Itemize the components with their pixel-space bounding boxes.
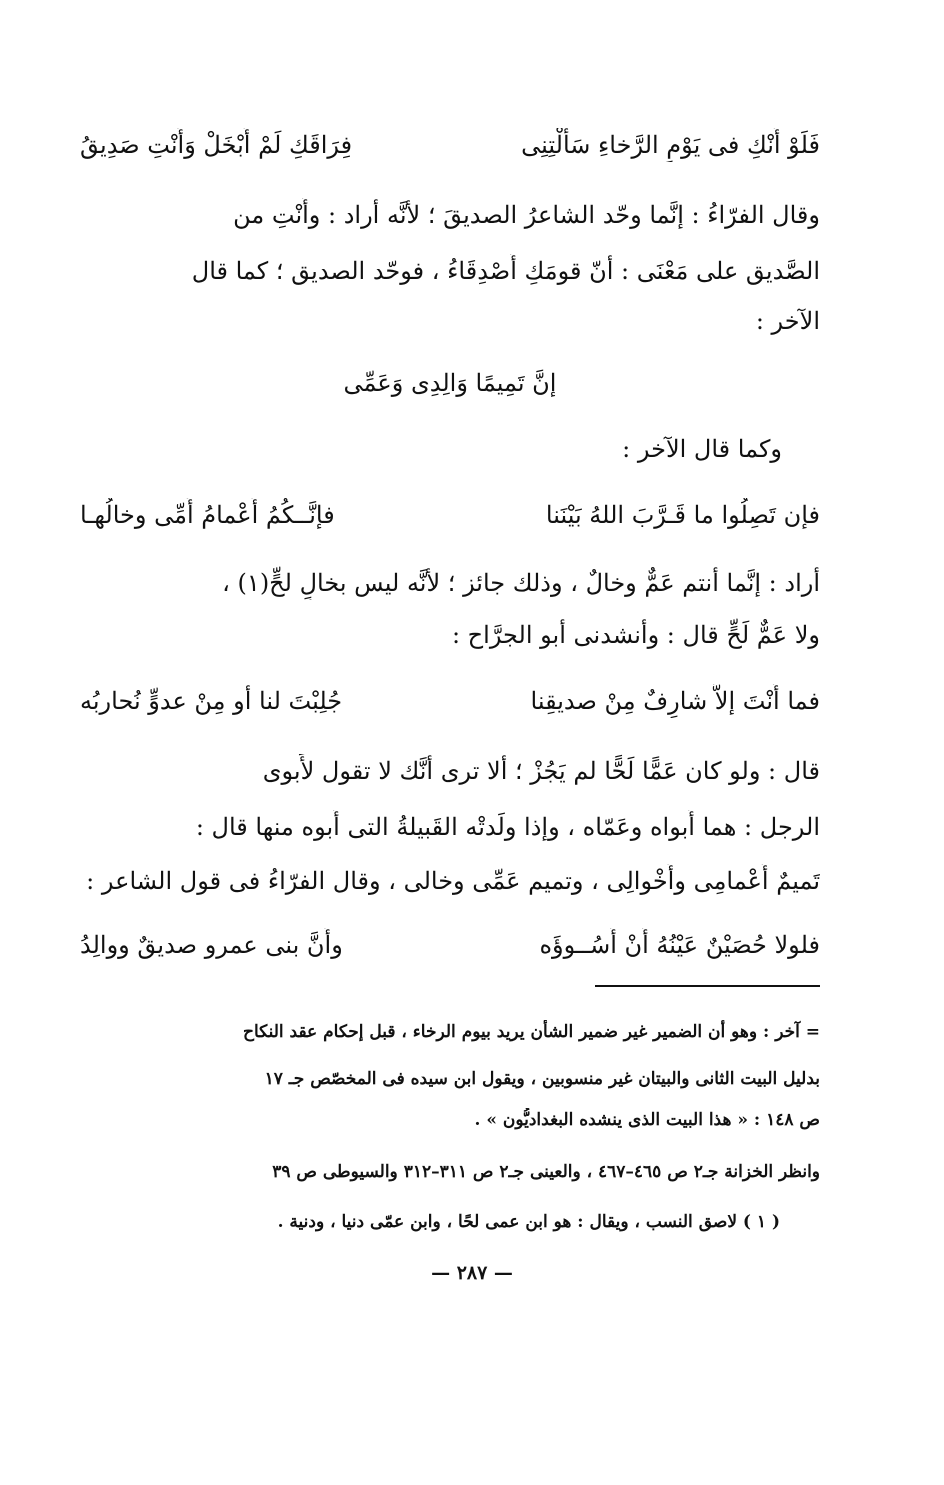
verse-1-first-hemistich: فَلَوْ أَنْكِ فى يَوْمِ الرَّخاءِ سَأَلْتِنِى: [521, 131, 820, 159]
paragraph-4-line-1: قال : ولو كان عَمًّا لَحًّا لم يَجُزْ ؛ ألا ترى أنَّك لا تقول لأَبوى: [262, 757, 820, 785]
footnote-separator: [595, 985, 820, 987]
footnote-line-3: ص ١٤٨ : « هذا البيت الذى ينشده البغداديُّون » .: [474, 1110, 820, 1130]
verse-3-first-hemistich: فإن تَصِلُوا ما قَـرَّبَ اللهُ بَيْنَنا: [545, 501, 820, 529]
verse-5: [80, 928, 820, 962]
footnote-line-1: = آخر : وهو أن الضمير غير ضمير الشأْن يريد بيوم الرخاء ، قبل إحكام عقد النكاح: [243, 1022, 820, 1042]
verse-4: [80, 684, 820, 718]
paragraph-3-line-1: أراد : إنَّما أنتم عَمٌّ وخالٌ ، وذلك جائز ؛ لأنَّه ليس بخالٍ لحٍّ(١) ،: [222, 569, 820, 597]
verse-3-second-hemistich: فإنَّــكُمُ أَعْمامُ أُمِّى وخالُهـا: [80, 501, 335, 529]
verse-4-second-hemistich: جُلِبْتَ لنا أو مِنْ عدوٍّ نُحاربُه: [80, 687, 343, 715]
verse-4-first-hemistich: فما أَنْتَ إلاَّ شارِفٌ مِنْ صديقِنا: [530, 687, 820, 715]
verse-1-second-hemistich: فِرَاقَكِ لَمْ أَبْخَلْ وَأَنْتِ صَدِيقُ: [80, 131, 353, 159]
verse-5-second-hemistich: وأَنَّ بنى عمرو صديقٌ ووالِدُ: [80, 931, 343, 959]
footnote-line-4: وانظر الخزانة جـ٢ ص ٤٦٥–٤٦٧ ، والعينى جـ٢ ص ٣١١–٣١٢ والسيوطى ص ٣٩: [272, 1162, 820, 1182]
paragraph-2: وكما قال الآخر :: [622, 435, 782, 463]
verse-1: [80, 128, 820, 162]
paragraph-3-line-2: ولا عَمٌّ لَحٍّ قال : وأنشدنى أبو الجرَّاح :: [451, 621, 820, 649]
paragraph-4-line-3: تَميمٌ أَعْمامِى وأَخْوالِى ، وتميم عَمِّى وخالى ، وقال الفرّاءُ فى قول الشاعر :: [86, 867, 820, 895]
paragraph-1-line-1: وقال الفرّاءُ : إنَّما وحّد الشاعرُ الصديقَ ؛ لأنَّه أراد : وأَنْتِ من: [233, 201, 820, 229]
verse-3: [80, 498, 820, 532]
paragraph-1-line-2: الصَّديق على مَعْنَى : أنّ قومَكِ أَصْدِقَاءُ ، فوحّد الصديق ؛ كما قال: [191, 257, 820, 285]
page-number: — ٢٨٧ —: [431, 1262, 513, 1284]
paragraph-1-line-3: الآخر :: [755, 307, 820, 335]
verse-2: إنَّ تَمِيمًا وَالِدِى وَعَمِّى: [343, 369, 557, 397]
paragraph-4-line-2: الرجل : هما أَبواه وعَمّاه ، وإذا ولَدتْه القَبيلةُ التى أَبوه منها قال :: [195, 813, 820, 841]
footnote-line-5: ( ١ ) لاصق النسب ، ويقال : هو ابن عمى لحًا ، وابن عمّى دنيا ، ودنية .: [277, 1212, 780, 1232]
verse-5-first-hemistich: فلولا حُصَيْنٌ عَيْنُهُ أَنْ أَسُــوؤَه: [539, 931, 820, 959]
footnote-line-2: بدليل البيت الثانى والبيتان غير منسوبين ، ويقول ابن سيده فى المخصّص جـ ١٧: [264, 1069, 820, 1089]
